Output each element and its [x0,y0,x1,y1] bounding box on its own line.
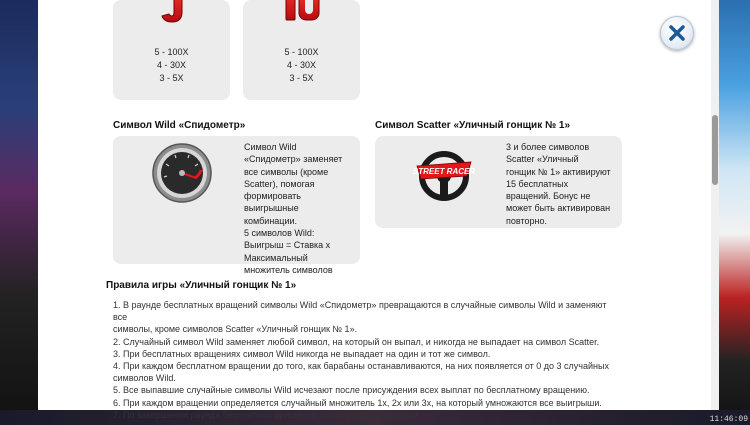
payout-line: 4 - 30X [286,60,317,70]
wild-description-line: 5 символов Wild: [244,228,315,239]
close-button[interactable] [660,16,694,50]
wild-description-line: формировать [244,191,301,202]
rules-item: символов Wild. [113,373,176,384]
speedometer-icon [151,142,213,204]
wild-description [244,141,394,276]
rules-item: 1. В раунде бесплатных вращений символы Wild «Спидометр» превращаются в случайные символы Wild и заменяют все [113,300,607,323]
wild-description-line: Символ Wild [244,142,297,152]
number-10-symbol-icon [279,0,325,26]
scatter-description-line: повторно. [506,215,547,226]
rules-item: 3. При бесплатных вращениях символ Wild никогда не выпадает на один и тот же символ. [113,348,491,359]
scatter-description-line: гонщик № 1» активируют [506,166,611,177]
scatter-section-title: Символ Scatter «Уличный гонщик № 1» [375,120,571,131]
rules-item: символы, кроме символов Scatter «Уличный гонщик № 1». [113,324,358,335]
rules-item: 5. Все выпавшие случайные символы Wild исчезают после присуждения всех выплат по бесплатному вращению. [113,385,590,396]
scatter-symbol-card [375,136,622,228]
wild-description-line: «Спидометр» заменяет [244,154,343,165]
wild-symbol-card [113,136,360,275]
symbol-card-j [113,0,230,100]
rules-item: 4. При каждом бесплатном вращении до того, как барабаны останавливаются, на них появляется от 0 до 3 случайных [113,361,609,372]
vertical-scrollbar[interactable] [711,0,719,410]
scatter-logo-text: STREET RACER [413,167,475,176]
scatter-description-line: Scatter «Уличный [506,154,579,165]
letter-j-symbol-icon [152,0,192,26]
steering-wheel-icon [413,144,475,206]
payout-line: 3 - 5X [159,73,184,83]
wild-description-line: Выигрыш = Ставка х Максимальный [244,240,331,263]
payout-line: 5 - 100X [284,47,319,57]
rules-title: Правила игры «Уличный гонщик № 1» [106,280,297,291]
wild-description-line: комбинации. [244,215,297,226]
payout-line: 3 - 5X [289,73,314,83]
wild-section-title: Символ Wild «Спидометр» [113,120,246,131]
scrollbar-thumb[interactable] [712,115,718,185]
rules-item: 7. По завершении раунда бесплатных вращений автоигра прекращается. [113,409,421,420]
scatter-description-line: может быть активирован [506,203,611,214]
scatter-description [506,141,616,227]
wild-description-line: выигрышные [244,203,299,214]
close-icon [668,24,686,42]
rules-list [113,299,623,421]
background-left-art [0,0,40,425]
scatter-description-line: 15 бесплатных [506,178,569,189]
scatter-description-line: 3 и более символов [506,142,590,152]
rules-item: 6. При каждом вращении определяется случайный множитель 1х, 2х или 3х, на который умножаются все выигрыши. [113,397,602,408]
wild-description-line: все символы (кроме [244,166,329,177]
payout-line: 5 - 100X [154,47,189,57]
wild-description-line: множитель символов [244,264,333,275]
rules-item: 2. Случайный символ Wild заменяет любой символ, на который он выпал, и никогда не выпадает на символ Scatter. [113,336,600,347]
symbol-card-10 [243,0,360,100]
payout-line: 4 - 30X [156,60,187,70]
clock-readout: 11:46:09 [709,415,748,424]
wild-description-line: Scatter), помогая [244,178,315,189]
scatter-description-line: вращений. Бонус не [506,191,591,202]
